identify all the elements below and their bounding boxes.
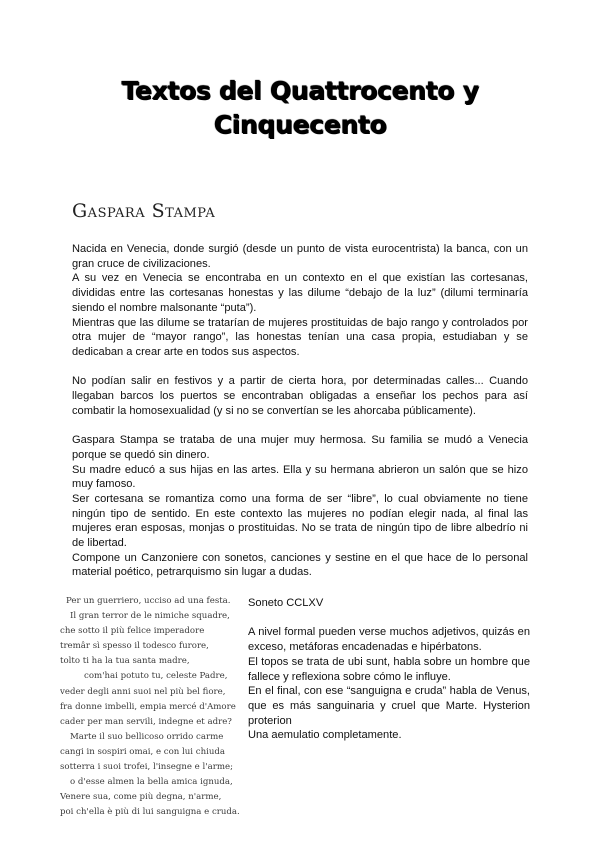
poem-line: veder degli anni suoi nel più bel fiore, (60, 686, 226, 697)
sonnet-analysis (248, 596, 530, 743)
poem-line: fra donne imbelli, empia mercé d'Amore (60, 701, 236, 712)
paragraph: Mientras que las dilume se tratarían de mujeres prostituidas de bajo rango y controlados por otra mujer de “mayor rango”, las honestas tenían una casa propia, estudiaban y se dedicaban a crear arte en todos sus aspectos. (72, 316, 528, 358)
paragraph: A su vez en Venecia se encontraba en un contexto en el que existían las cortesanas, divididas entre las cortesanas honestas y las dilume “debajo de la luz” (dilumi terminaría siendo el nombre malsonante “puta”). (72, 272, 528, 314)
paragraph: Gaspara Stampa se trataba de una mujer muy hermosa. Su familia se mudó a Venecia porque se quedó sin dinero. (72, 434, 528, 461)
paragraph-gap (72, 418, 528, 433)
poem-line: poi ch'ella è più di lui sanguigna e cruda. (60, 807, 240, 818)
analysis-paragraph: En el final, con ese “sanguigna e cruda” habla de Venus, que es más sanguinaria y cruel que Marte. Hysterion proterion (248, 685, 530, 727)
poem-line: cader per man servili, indegne et adre? (60, 716, 232, 727)
poem-line: Il gran terror de le nimiche squadre, (70, 611, 230, 622)
paragraph-gap (248, 611, 530, 626)
paragraph: No podían salir en festivos y a partir de cierta hora, por determinadas calles... Cuando llegaban barcos los puertos se encontraban obligadas a enseñar los pechos para así combatir la homosexualidad (y si no se convertían se les ahorcaba públicamente). (72, 375, 528, 417)
poem-line: Per un guerriero, ucciso ad una festa. (66, 596, 231, 606)
document-title (60, 74, 540, 142)
poem-line: che sotto il più felice imperadore (60, 626, 205, 637)
paragraph: Su madre educó a sus hijas en las artes. Ella y su hermana abrieron un salón que se hizo muy famoso. (72, 463, 528, 491)
title-line-2: Cinquecento (213, 110, 387, 139)
poem-line: tolto ti ha la tua santa madre, (60, 656, 190, 667)
title-line-1: Textos del Quattrocento y (121, 76, 479, 105)
paragraph: Ser cortesana se romantiza como una forma de ser “libre”, lo cual obviamente no tiene ningún tipo de sentido. En este contexto las mujeres no podían elegir nada, al final las mujeres eran esposas, monjas o prostituidas. No se trata de ningún tipo de libre albedrío ni de libertad. (72, 492, 528, 550)
analysis-paragraph: A nivel formal pueden verse muchos adjetivos, quizás en exceso, metáforas encadenadas e hipérbatons. (248, 626, 530, 654)
body-text (72, 242, 528, 580)
poem-image (60, 594, 246, 834)
paragraph-gap (72, 360, 528, 375)
analysis-paragraph: El topos se trata de ubi sunt, habla sobre un hombre que fallece y reflexiona sobre cómo le influye. (248, 655, 530, 683)
poem-line: sotterra i suoi trofei, l'insegne e l'arme; (60, 762, 233, 773)
paragraph: Compone un Canzoniere con sonetos, canciones y sestine en el que hace de lo personal material poético, petrarquismo sin lugar a dudas. (72, 551, 528, 579)
poem-line: Marte il suo bellicoso orrido carme (70, 731, 224, 742)
poem-line: cangi in sospiri omai, e con lui chiuda (60, 746, 226, 757)
poem-line: tremâr sì spesso il todesco furore, (60, 641, 209, 652)
paragraph: Nacida en Venecia, donde surgió (desde un punto de vista eurocentrista) la banca, con un gran cruce de civilizaciones. (72, 243, 528, 270)
section-heading: Gaspara Stampa (72, 200, 216, 222)
poem-line: Venere sua, come più degna, n'arme, (60, 792, 222, 803)
analysis-paragraph: Una aemulatio completamente. (248, 729, 402, 742)
poem-line: o d'esse almen la bella amica ignuda, (70, 777, 233, 788)
analysis-heading: Soneto CCLXV (248, 597, 324, 609)
poem-line: com'hai potuto tu, celeste Padre, (84, 671, 228, 682)
